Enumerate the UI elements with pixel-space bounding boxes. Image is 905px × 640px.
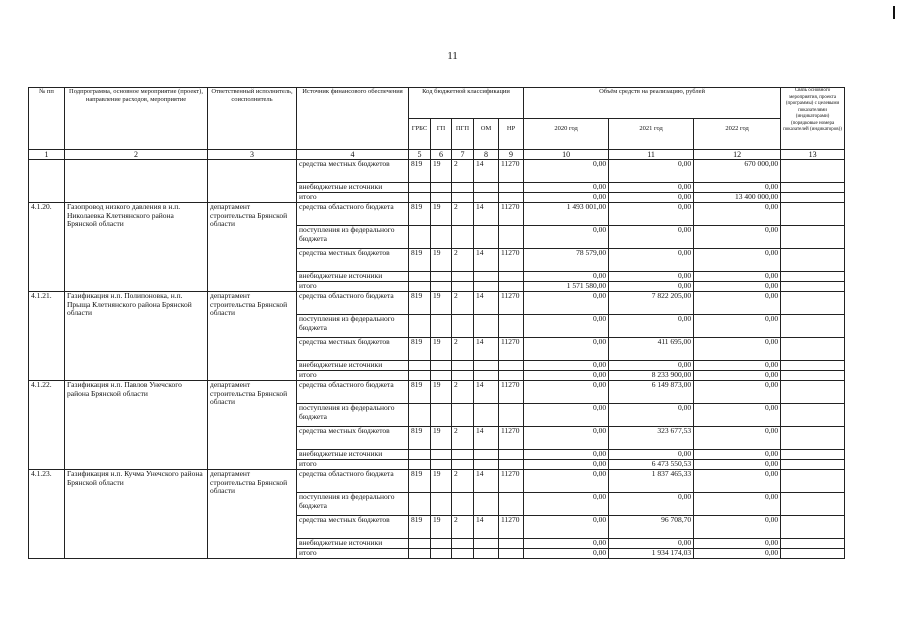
- code-grbs-cell: 819: [409, 381, 431, 404]
- code-nr-cell: 11270: [499, 381, 524, 404]
- source-cell: поступления из федерального бюджета: [297, 493, 409, 516]
- amount-y2022-cell: 0,00: [694, 315, 781, 338]
- code-om-cell: [474, 315, 499, 338]
- code-pgp-cell: [452, 539, 474, 549]
- code-om-cell: 14: [474, 381, 499, 404]
- amount-y2021-cell: 0,00: [609, 226, 694, 249]
- amount-y2022-cell: 0,00: [694, 272, 781, 282]
- source-cell: средства областного бюджета: [297, 381, 409, 404]
- table-row: [29, 381, 845, 404]
- amount-y2021-cell: 6 473 550,53: [609, 460, 694, 470]
- code-grbs-cell: 819: [409, 203, 431, 226]
- table-row: [29, 203, 845, 226]
- indicator-link-cell: [781, 470, 845, 493]
- page-number: 11: [447, 50, 458, 62]
- code-pgp-cell: 2: [452, 470, 474, 493]
- column-number: 8: [474, 150, 499, 160]
- amount-y2022-cell: 0,00: [694, 203, 781, 226]
- header-pgp: ПГП: [452, 119, 474, 150]
- amount-y2021-cell: 0,00: [609, 183, 694, 193]
- code-grbs-cell: [409, 539, 431, 549]
- source-cell: средства областного бюджета: [297, 470, 409, 493]
- column-number: 12: [694, 150, 781, 160]
- code-nr-cell: 11270: [499, 427, 524, 450]
- code-gp-cell: [431, 493, 452, 516]
- code-grbs-cell: [409, 549, 431, 559]
- code-nr-cell: 11270: [499, 249, 524, 272]
- amount-y2021-cell: 96 708,70: [609, 516, 694, 539]
- amount-y2021-cell: 0,00: [609, 539, 694, 549]
- code-nr-cell: [499, 193, 524, 203]
- amount-y2022-cell: 0,00: [694, 338, 781, 361]
- code-pgp-cell: 2: [452, 427, 474, 450]
- code-grbs-cell: [409, 450, 431, 460]
- amount-y2020-cell: 0,00: [524, 226, 609, 249]
- amount-y2022-cell: 0,00: [694, 404, 781, 427]
- item-number-cell: [29, 160, 65, 203]
- indicator-link-cell: [781, 460, 845, 470]
- code-om-cell: 14: [474, 292, 499, 315]
- indicator-link-cell: [781, 292, 845, 315]
- amount-y2020-cell: 0,00: [524, 381, 609, 404]
- amount-y2020-cell: 0,00: [524, 371, 609, 381]
- item-executor-cell: департамент строительства Брянской области: [208, 470, 297, 559]
- code-gp-cell: [431, 183, 452, 193]
- amount-y2022-cell: 0,00: [694, 371, 781, 381]
- code-nr-cell: [499, 272, 524, 282]
- code-gp-cell: 19: [431, 427, 452, 450]
- amount-y2020-cell: 0,00: [524, 493, 609, 516]
- header-grbs: ГРБС: [409, 119, 431, 150]
- amount-y2021-cell: 8 233 900,00: [609, 371, 694, 381]
- column-number: 1: [29, 150, 65, 160]
- code-nr-cell: [499, 226, 524, 249]
- amount-y2021-cell: 0,00: [609, 450, 694, 460]
- amount-y2020-cell: 0,00: [524, 404, 609, 427]
- code-pgp-cell: [452, 282, 474, 292]
- code-om-cell: [474, 493, 499, 516]
- code-nr-cell: 11270: [499, 516, 524, 539]
- amount-y2022-cell: 0,00: [694, 549, 781, 559]
- code-grbs-cell: [409, 193, 431, 203]
- indicator-link-cell: [781, 404, 845, 427]
- column-number: 6: [431, 150, 452, 160]
- code-pgp-cell: [452, 549, 474, 559]
- code-nr-cell: [499, 371, 524, 381]
- indicator-link-cell: [781, 160, 845, 183]
- header-nr: НР: [499, 119, 524, 150]
- code-pgp-cell: [452, 460, 474, 470]
- code-om-cell: 14: [474, 338, 499, 361]
- code-grbs-cell: 819: [409, 292, 431, 315]
- code-gp-cell: 19: [431, 470, 452, 493]
- code-gp-cell: [431, 226, 452, 249]
- amount-y2022-cell: 0,00: [694, 460, 781, 470]
- amount-y2021-cell: 0,00: [609, 282, 694, 292]
- code-gp-cell: 19: [431, 160, 452, 183]
- code-grbs-cell: [409, 272, 431, 282]
- code-nr-cell: [499, 493, 524, 516]
- amount-y2020-cell: 0,00: [524, 160, 609, 183]
- amount-y2021-cell: 0,00: [609, 193, 694, 203]
- column-number: 13: [781, 150, 845, 160]
- code-gp-cell: [431, 315, 452, 338]
- code-nr-cell: [499, 315, 524, 338]
- header-executor: Ответственный исполнитель, соисполнитель: [208, 88, 297, 150]
- amount-y2020-cell: 0,00: [524, 450, 609, 460]
- amount-y2020-cell: 0,00: [524, 193, 609, 203]
- code-pgp-cell: 2: [452, 516, 474, 539]
- amount-y2022-cell: 0,00: [694, 282, 781, 292]
- column-number: 3: [208, 150, 297, 160]
- code-om-cell: 14: [474, 203, 499, 226]
- amount-y2021-cell: 1 934 174,03: [609, 549, 694, 559]
- column-number: 10: [524, 150, 609, 160]
- code-pgp-cell: [452, 226, 474, 249]
- amount-y2021-cell: 323 677,53: [609, 427, 694, 450]
- source-cell: внебюджетные источники: [297, 539, 409, 549]
- indicator-link-cell: [781, 427, 845, 450]
- code-pgp-cell: [452, 183, 474, 193]
- code-pgp-cell: 2: [452, 292, 474, 315]
- code-gp-cell: 19: [431, 203, 452, 226]
- amount-y2022-cell: 670 000,00: [694, 160, 781, 183]
- header-year-2020: 2020 год: [524, 119, 609, 150]
- header-om: ОМ: [474, 119, 499, 150]
- header-activity: Подпрограмма, основное мероприятие (проект), направление расходов, мероприятие: [65, 88, 208, 150]
- code-gp-cell: [431, 272, 452, 282]
- amount-y2020-cell: 0,00: [524, 361, 609, 371]
- code-grbs-cell: 819: [409, 470, 431, 493]
- indicator-link-cell: [781, 203, 845, 226]
- code-nr-cell: [499, 361, 524, 371]
- amount-y2020-cell: 78 579,00: [524, 249, 609, 272]
- amount-y2020-cell: 0,00: [524, 460, 609, 470]
- amount-y2021-cell: 0,00: [609, 404, 694, 427]
- code-pgp-cell: 2: [452, 249, 474, 272]
- indicator-link-cell: [781, 516, 845, 539]
- item-executor-cell: [208, 160, 297, 203]
- code-nr-cell: 11270: [499, 470, 524, 493]
- code-gp-cell: 19: [431, 292, 452, 315]
- source-cell: итого: [297, 193, 409, 203]
- table-row: [29, 292, 845, 315]
- table-row: [29, 470, 845, 493]
- source-cell: внебюджетные источники: [297, 183, 409, 193]
- code-gp-cell: [431, 371, 452, 381]
- amount-y2022-cell: 0,00: [694, 516, 781, 539]
- code-grbs-cell: [409, 404, 431, 427]
- amount-y2021-cell: 0,00: [609, 361, 694, 371]
- code-nr-cell: [499, 539, 524, 549]
- code-om-cell: 14: [474, 516, 499, 539]
- amount-y2022-cell: 0,00: [694, 183, 781, 193]
- code-om-cell: [474, 226, 499, 249]
- code-nr-cell: [499, 450, 524, 460]
- code-pgp-cell: [452, 371, 474, 381]
- code-gp-cell: [431, 549, 452, 559]
- code-nr-cell: [499, 282, 524, 292]
- indicator-link-cell: [781, 249, 845, 272]
- indicator-link-cell: [781, 226, 845, 249]
- item-number-cell: 4.1.23.: [29, 470, 65, 559]
- header-source: Источник финансового обеспечения: [297, 88, 409, 150]
- column-number: 11: [609, 150, 694, 160]
- code-om-cell: [474, 193, 499, 203]
- table-body: [29, 150, 845, 559]
- code-gp-cell: 19: [431, 249, 452, 272]
- code-grbs-cell: [409, 226, 431, 249]
- column-number: 7: [452, 150, 474, 160]
- code-grbs-cell: [409, 493, 431, 516]
- code-pgp-cell: [452, 272, 474, 282]
- code-nr-cell: 11270: [499, 160, 524, 183]
- item-name-cell: Газификация н.п. Павлов Унечского района Брянской области: [65, 381, 208, 470]
- source-cell: средства областного бюджета: [297, 203, 409, 226]
- source-cell: внебюджетные источники: [297, 450, 409, 460]
- header-gp: ГП: [431, 119, 452, 150]
- source-cell: средства местных бюджетов: [297, 516, 409, 539]
- amount-y2021-cell: 0,00: [609, 249, 694, 272]
- indicator-link-cell: [781, 539, 845, 549]
- source-cell: поступления из федерального бюджета: [297, 315, 409, 338]
- item-name-cell: Газопровод низкого давления в н.п. Николаевка Клетнянского района Брянской области: [65, 203, 208, 292]
- amount-y2020-cell: 0,00: [524, 338, 609, 361]
- code-om-cell: [474, 549, 499, 559]
- amount-y2022-cell: 0,00: [694, 470, 781, 493]
- code-nr-cell: 11270: [499, 292, 524, 315]
- column-number-row: [29, 150, 845, 160]
- code-gp-cell: [431, 450, 452, 460]
- header-row: [29, 88, 845, 119]
- source-cell: средства местных бюджетов: [297, 338, 409, 361]
- source-cell: итого: [297, 282, 409, 292]
- code-om-cell: 14: [474, 427, 499, 450]
- code-om-cell: [474, 361, 499, 371]
- source-cell: поступления из федерального бюджета: [297, 404, 409, 427]
- header-year-2022: 2022 год: [694, 119, 781, 150]
- indicator-link-cell: [781, 361, 845, 371]
- code-gp-cell: [431, 539, 452, 549]
- amount-y2022-cell: 0,00: [694, 539, 781, 549]
- amount-y2020-cell: 0,00: [524, 427, 609, 450]
- code-gp-cell: [431, 404, 452, 427]
- code-pgp-cell: [452, 450, 474, 460]
- source-cell: итого: [297, 371, 409, 381]
- code-pgp-cell: 2: [452, 203, 474, 226]
- amount-y2021-cell: 0,00: [609, 315, 694, 338]
- code-pgp-cell: [452, 493, 474, 516]
- budget-table: [28, 87, 845, 559]
- code-om-cell: [474, 450, 499, 460]
- column-number: 5: [409, 150, 431, 160]
- amount-y2021-cell: 0,00: [609, 493, 694, 516]
- code-om-cell: 14: [474, 160, 499, 183]
- code-om-cell: 14: [474, 470, 499, 493]
- code-om-cell: [474, 404, 499, 427]
- amount-y2022-cell: 0,00: [694, 381, 781, 404]
- amount-y2022-cell: 0,00: [694, 450, 781, 460]
- amount-y2021-cell: 411 695,00: [609, 338, 694, 361]
- item-executor-cell: департамент строительства Брянской области: [208, 381, 297, 470]
- code-pgp-cell: 2: [452, 338, 474, 361]
- code-nr-cell: 11270: [499, 338, 524, 361]
- indicator-link-cell: [781, 381, 845, 404]
- amount-y2022-cell: 13 400 000,00: [694, 193, 781, 203]
- code-pgp-cell: 2: [452, 381, 474, 404]
- indicator-link-cell: [781, 549, 845, 559]
- item-number-cell: 4.1.21.: [29, 292, 65, 381]
- source-cell: средства областного бюджета: [297, 292, 409, 315]
- page-edge-mark: [893, 6, 895, 19]
- amount-y2020-cell: 0,00: [524, 549, 609, 559]
- indicator-link-cell: [781, 272, 845, 282]
- code-gp-cell: [431, 193, 452, 203]
- indicator-link-cell: [781, 282, 845, 292]
- code-grbs-cell: 819: [409, 516, 431, 539]
- code-pgp-cell: 2: [452, 160, 474, 183]
- amount-y2022-cell: 0,00: [694, 493, 781, 516]
- amount-y2020-cell: 0,00: [524, 470, 609, 493]
- code-pgp-cell: [452, 404, 474, 427]
- item-number-cell: 4.1.22.: [29, 381, 65, 470]
- amount-y2021-cell: 0,00: [609, 203, 694, 226]
- code-nr-cell: 11270: [499, 203, 524, 226]
- code-om-cell: 14: [474, 249, 499, 272]
- item-executor-cell: департамент строительства Брянской области: [208, 203, 297, 292]
- code-om-cell: [474, 539, 499, 549]
- column-number: 2: [65, 150, 208, 160]
- indicator-link-cell: [781, 183, 845, 193]
- source-cell: средства местных бюджетов: [297, 249, 409, 272]
- source-cell: внебюджетные источники: [297, 272, 409, 282]
- code-gp-cell: 19: [431, 338, 452, 361]
- amount-y2020-cell: 0,00: [524, 292, 609, 315]
- amount-y2020-cell: 1 493 001,00: [524, 203, 609, 226]
- amount-y2022-cell: 0,00: [694, 249, 781, 272]
- code-nr-cell: [499, 549, 524, 559]
- header-budget-code: Код бюджетной классификации: [409, 88, 524, 119]
- code-om-cell: [474, 460, 499, 470]
- column-number: 9: [499, 150, 524, 160]
- header-funds: Объём средств на реализацию, рублей: [524, 88, 781, 119]
- code-grbs-cell: [409, 183, 431, 193]
- amount-y2020-cell: 0,00: [524, 272, 609, 282]
- code-nr-cell: [499, 404, 524, 427]
- indicator-link-cell: [781, 371, 845, 381]
- code-grbs-cell: [409, 282, 431, 292]
- amount-y2021-cell: 1 837 465,33: [609, 470, 694, 493]
- code-grbs-cell: 819: [409, 249, 431, 272]
- amount-y2021-cell: 6 149 873,00: [609, 381, 694, 404]
- amount-y2020-cell: 0,00: [524, 315, 609, 338]
- amount-y2022-cell: 0,00: [694, 292, 781, 315]
- amount-y2022-cell: 0,00: [694, 226, 781, 249]
- code-grbs-cell: [409, 371, 431, 381]
- amount-y2021-cell: 7 822 205,00: [609, 292, 694, 315]
- amount-y2020-cell: 0,00: [524, 539, 609, 549]
- source-cell: внебюджетные источники: [297, 361, 409, 371]
- header-year-2021: 2021 год: [609, 119, 694, 150]
- header-link: Связь основного мероприятия, проекта (программы) с целевыми показателями (индикаторами) (порядковые номера показателей (индикаторов)): [781, 88, 845, 150]
- code-gp-cell: 19: [431, 516, 452, 539]
- code-nr-cell: [499, 183, 524, 193]
- source-cell: итого: [297, 460, 409, 470]
- amount-y2021-cell: 0,00: [609, 272, 694, 282]
- column-number: 4: [297, 150, 409, 160]
- code-grbs-cell: 819: [409, 427, 431, 450]
- code-om-cell: [474, 282, 499, 292]
- code-pgp-cell: [452, 315, 474, 338]
- source-cell: средства местных бюджетов: [297, 160, 409, 183]
- code-grbs-cell: 819: [409, 160, 431, 183]
- code-grbs-cell: 819: [409, 338, 431, 361]
- code-grbs-cell: [409, 361, 431, 371]
- table-row: [29, 160, 845, 183]
- amount-y2021-cell: 0,00: [609, 160, 694, 183]
- code-grbs-cell: [409, 460, 431, 470]
- code-gp-cell: [431, 361, 452, 371]
- code-gp-cell: 19: [431, 381, 452, 404]
- source-cell: итого: [297, 549, 409, 559]
- item-name-cell: [65, 160, 208, 203]
- code-grbs-cell: [409, 315, 431, 338]
- indicator-link-cell: [781, 315, 845, 338]
- code-gp-cell: [431, 282, 452, 292]
- indicator-link-cell: [781, 450, 845, 460]
- code-nr-cell: [499, 460, 524, 470]
- indicator-link-cell: [781, 493, 845, 516]
- indicator-link-cell: [781, 193, 845, 203]
- item-executor-cell: департамент строительства Брянской области: [208, 292, 297, 381]
- amount-y2020-cell: 0,00: [524, 183, 609, 193]
- source-cell: поступления из федерального бюджета: [297, 226, 409, 249]
- item-number-cell: 4.1.20.: [29, 203, 65, 292]
- code-pgp-cell: [452, 193, 474, 203]
- code-pgp-cell: [452, 361, 474, 371]
- source-cell: средства местных бюджетов: [297, 427, 409, 450]
- amount-y2022-cell: 0,00: [694, 361, 781, 371]
- amount-y2022-cell: 0,00: [694, 427, 781, 450]
- indicator-link-cell: [781, 338, 845, 361]
- item-name-cell: Газификация н.п. Кучма Унечского района Брянской области: [65, 470, 208, 559]
- item-name-cell: Газификация н.п. Полипоновка, н.п. Прыща Клетнянского района Брянской области: [65, 292, 208, 381]
- code-om-cell: [474, 272, 499, 282]
- code-om-cell: [474, 183, 499, 193]
- code-om-cell: [474, 371, 499, 381]
- amount-y2020-cell: 0,00: [524, 516, 609, 539]
- amount-y2020-cell: 1 571 580,00: [524, 282, 609, 292]
- header-num: № пп: [29, 88, 65, 150]
- code-gp-cell: [431, 460, 452, 470]
